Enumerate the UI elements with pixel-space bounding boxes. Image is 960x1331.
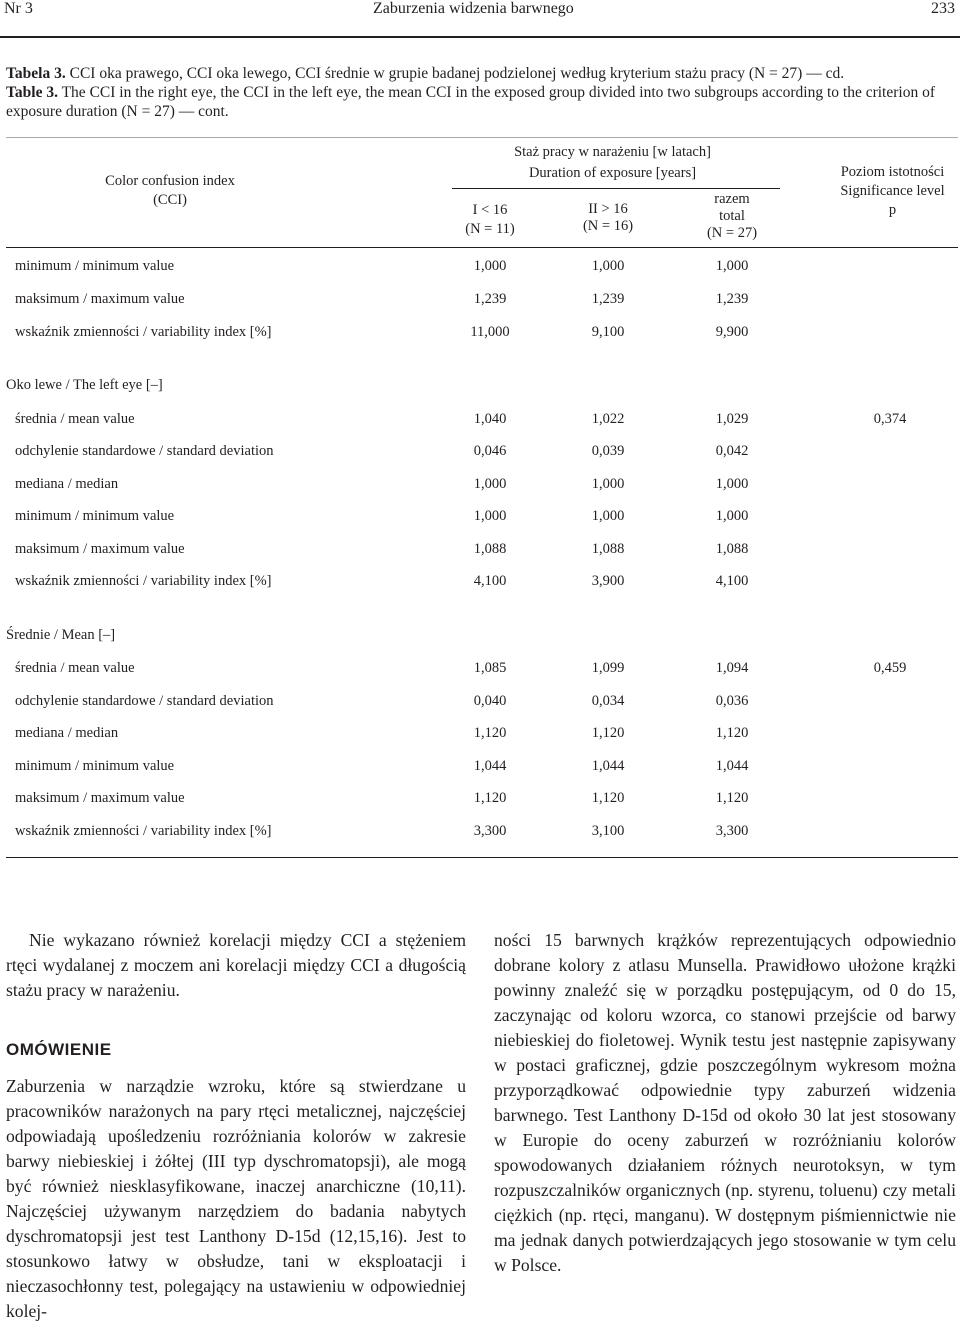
value-total: 1,029 xyxy=(715,411,749,427)
value-group-ii: 1,000 xyxy=(591,476,625,492)
row-label: wskaźnik zmienności / variability index [%] xyxy=(15,324,272,340)
row-label: minimum / minimum value xyxy=(15,758,175,774)
header-col3-line3: (N = 27) xyxy=(706,225,758,241)
header-sig-line3: p xyxy=(888,202,897,218)
row-label: odchylenie standardowe / standard deviation xyxy=(15,443,274,459)
value-total: 1,088 xyxy=(715,541,749,557)
table-caption xyxy=(6,64,956,121)
header-bottom-rule xyxy=(6,247,958,248)
table-row xyxy=(0,476,960,496)
header-rule xyxy=(0,36,960,38)
value-group-ii: 9,100 xyxy=(591,324,625,340)
caption-polish xyxy=(6,64,956,83)
value-p: 0,374 xyxy=(873,411,907,427)
header-cci-line2: (CCI) xyxy=(153,192,187,208)
header-cci-line1: Color confusion index xyxy=(105,173,235,189)
value-group-i: 1,000 xyxy=(473,476,507,492)
header-group-pl: Staż pracy w narażeniu [w latach] xyxy=(514,144,711,160)
value-group-i: 1,000 xyxy=(473,508,507,524)
header-col2-line1: II > 16 xyxy=(588,201,628,217)
caption-en-label: Table 3. xyxy=(6,84,58,101)
row-label: średnia / mean value xyxy=(15,660,135,676)
header-col2-line2: (N = 16) xyxy=(582,218,634,234)
value-group-ii: 1,099 xyxy=(591,660,625,676)
table-row xyxy=(0,411,960,431)
table-row xyxy=(0,324,960,344)
value-total: 1,120 xyxy=(715,790,749,806)
value-group-i: 1,120 xyxy=(473,790,507,806)
row-label: mediana / median xyxy=(15,725,119,741)
value-group-i: 1,000 xyxy=(473,258,507,274)
value-group-i: 3,300 xyxy=(473,823,507,839)
value-group-i: 0,040 xyxy=(473,693,507,709)
header-col2 xyxy=(568,201,648,235)
row-label: minimum / minimum value xyxy=(15,508,175,524)
value-total: 4,100 xyxy=(715,573,749,589)
header-sig-line1: Poziom istotności xyxy=(840,164,945,180)
header-col1-line2: (N = 11) xyxy=(465,221,515,237)
value-total: 1,239 xyxy=(715,291,749,307)
value-group-ii: 1,000 xyxy=(591,258,625,274)
value-group-ii: 1,000 xyxy=(591,508,625,524)
section-label: Średnie / Mean [–] xyxy=(6,627,116,643)
value-p: 0,459 xyxy=(873,660,907,676)
table-section-row xyxy=(0,627,960,647)
value-total: 1,120 xyxy=(715,725,749,741)
table-row xyxy=(0,541,960,561)
header-col3-line1: razem xyxy=(714,191,750,207)
intro-paragraph: Nie wykazano również korelacji między CCI a stężeniem rtęci wydalanej z moczem ani korelacji między CCI a długością stażu pracy w narażeniu. xyxy=(6,930,466,1000)
row-label: średnia / mean value xyxy=(15,411,135,427)
value-total: 0,042 xyxy=(715,443,749,459)
table-row xyxy=(0,725,960,745)
caption-english xyxy=(6,83,956,121)
header-col3 xyxy=(692,191,772,242)
value-group-i: 1,044 xyxy=(473,758,507,774)
table-row xyxy=(0,258,960,278)
row-label: maksimum / maximum value xyxy=(15,541,185,557)
header-col3-line2: total xyxy=(719,208,745,224)
continued-paragraph: ności 15 barwnych krążków reprezentujących odpowiednio dobrane kolory z atlasu Munsella. Prawidłowo ułożone krążki powinny znaleźć się w porządku postępującym, od 0 do 15, zaczynając od koloru wzorca, co stanowi przejście od barwy niebieskiej do fioletowej. Wynik testu jest następnie zapisywany w postaci graficznej, gdzie poszczególnym wykresom można przyporządkować odpowiednie typy zaburzeń widzenia barwnego. Test Lanthony D-15d od około 30 lat jest stosowany w Europie do oceny zaburzeń w rozróżnianiu kolorów spowodowanych działaniem różnych neurotoksyn, w tym rozpuszczalników organicznych (np. styrenu, toluenu) czy metali ciężkich (np. rtęci, manganu). W dostępnym piśmiennictwie nie ma jednak danych potwierdzających jego stosowanie w tym celu w Polsce. xyxy=(494,930,956,1275)
section-label: Oko lewe / The left eye [–] xyxy=(6,377,163,393)
row-label: odchylenie standardowe / standard deviation xyxy=(15,693,274,709)
value-group-i: 0,046 xyxy=(473,443,507,459)
row-label: wskaźnik zmienności / variability index [%] xyxy=(15,573,272,589)
table-top-rule xyxy=(6,137,958,138)
value-group-ii: 3,900 xyxy=(591,573,625,589)
value-group-ii: 1,044 xyxy=(591,758,625,774)
value-group-i: 1,085 xyxy=(473,660,507,676)
value-group-ii: 1,239 xyxy=(591,291,625,307)
row-label: maksimum / maximum value xyxy=(15,790,185,806)
caption-en-text: The CCI in the right eye, the CCI in the left eye, the mean CCI in the exposed group divided into two subgroups according to the criterion of exposure duration (N = 27) — cont. xyxy=(6,84,935,120)
value-group-i: 11,000 xyxy=(470,324,510,340)
value-group-ii: 1,022 xyxy=(591,411,625,427)
header-exposure-group xyxy=(450,142,775,184)
running-title: Zaburzenia widzenia barwnego xyxy=(373,0,574,17)
value-total: 1,000 xyxy=(715,258,749,274)
value-group-ii: 3,100 xyxy=(591,823,625,839)
value-group-i: 1,088 xyxy=(473,541,507,557)
issue-number: Nr 3 xyxy=(4,0,33,17)
header-group-rule xyxy=(452,188,780,189)
value-total: 9,900 xyxy=(715,324,749,340)
table-row xyxy=(0,573,960,593)
table-row xyxy=(0,823,960,843)
caption-pl-text: CCI oka prawego, CCI oka lewego, CCI średnie w grupie badanej podzielonej według kryterium stażu pracy (N = 27) — cd. xyxy=(69,65,845,82)
value-group-i: 1,040 xyxy=(473,411,507,427)
value-total: 3,300 xyxy=(715,823,749,839)
row-label: mediana / median xyxy=(15,476,119,492)
value-group-i: 1,239 xyxy=(473,291,507,307)
row-label: minimum / minimum value xyxy=(15,258,175,274)
table-section-row xyxy=(0,377,960,397)
value-group-ii: 0,039 xyxy=(591,443,625,459)
value-total: 0,036 xyxy=(715,693,749,709)
left-column xyxy=(6,928,466,1324)
value-group-i: 4,100 xyxy=(473,573,507,589)
header-col1-line1: I < 16 xyxy=(472,202,508,218)
value-total: 1,094 xyxy=(715,660,749,676)
header-col1 xyxy=(450,201,530,239)
header-cci xyxy=(60,172,280,210)
value-group-i: 1,120 xyxy=(473,725,507,741)
table-row xyxy=(0,660,960,680)
value-group-ii: 0,034 xyxy=(591,693,625,709)
row-label: wskaźnik zmienności / variability index [%] xyxy=(15,823,272,839)
table-row xyxy=(0,508,960,528)
table-bottom-rule xyxy=(6,857,958,858)
row-label: maksimum / maximum value xyxy=(15,291,185,307)
value-total: 1,000 xyxy=(715,476,749,492)
running-head xyxy=(0,0,960,24)
header-group-en: Duration of exposure [years] xyxy=(528,165,697,181)
header-significance xyxy=(820,163,960,220)
page-number: 233 xyxy=(931,0,955,17)
value-group-ii: 1,088 xyxy=(591,541,625,557)
discussion-paragraph: Zaburzenia w narządzie wzroku, które są stwierdzane u pracowników narażonych na pary rtęci metalicznej, najczęściej odpowiadają upośledzeniu rozróżniania kolorów w zakresie barwy niebieskiej i żółtej (III typ dyschromatopsji), ale mogą być również niesklasyfikowane, inaczej anarchiczne (10,11). Najczęściej używanym narzędziem do badania nabytych dyschromatopsji jest test Lanthony D-15d (12,15,16). Jest to stosunkowo łatwy w obsłudze, tani w eksploatacji i nieczasochłonny test, polegający na ustawieniu w odpowiedniej kolej- xyxy=(6,1076,466,1321)
value-group-ii: 1,120 xyxy=(591,790,625,806)
table-row xyxy=(0,758,960,778)
value-group-ii: 1,120 xyxy=(591,725,625,741)
table-row xyxy=(0,291,960,311)
header-sig-line2: Significance level xyxy=(840,183,945,199)
table-row xyxy=(0,790,960,810)
value-total: 1,000 xyxy=(715,508,749,524)
right-column xyxy=(494,928,956,1278)
table-row xyxy=(0,693,960,713)
value-total: 1,044 xyxy=(715,758,749,774)
caption-pl-label: Tabela 3. xyxy=(6,65,66,82)
section-heading: OMÓWIENIE xyxy=(6,1040,112,1059)
table-row xyxy=(0,443,960,463)
